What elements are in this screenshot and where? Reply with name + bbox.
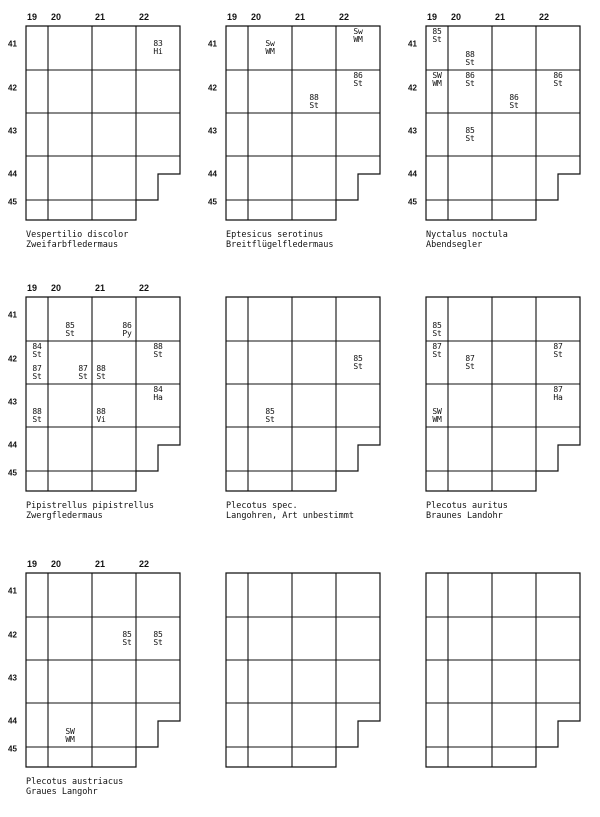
row-label-41: 41 <box>408 39 417 49</box>
record-observer: Py <box>122 329 132 338</box>
row-label-43: 43 <box>208 126 217 135</box>
row-label-44: 44 <box>8 716 17 726</box>
map-panel-pipistrellus-pipistrellus <box>8 283 180 541</box>
row-label-43: 43 <box>8 397 17 406</box>
record-year: 85 <box>432 27 442 36</box>
row-label-45: 45 <box>408 197 417 207</box>
record-marker <box>461 72 479 88</box>
record-year: 85 <box>65 321 75 330</box>
column-label-20: 20 <box>50 12 62 22</box>
record-year: Sw <box>265 39 275 48</box>
record-year: 88 <box>465 50 475 59</box>
record-observer: Vi <box>96 415 106 424</box>
map-outline <box>26 573 180 767</box>
row-label-43: 43 <box>8 126 17 135</box>
row-label-41: 41 <box>8 586 17 596</box>
species-caption <box>426 230 508 250</box>
record-marker <box>92 365 110 381</box>
record-marker <box>305 94 323 110</box>
record-observer: St <box>432 329 442 338</box>
record-year: 86 <box>465 71 475 80</box>
record-observer: St <box>465 58 475 67</box>
record-year: SW <box>432 407 442 416</box>
row-label-41: 41 <box>8 310 17 320</box>
record-observer: St <box>553 79 563 88</box>
record-observer: Ha <box>153 393 163 402</box>
column-label-19: 19 <box>226 12 238 22</box>
record-observer: St <box>465 361 475 371</box>
record-year: 83 <box>153 39 163 48</box>
record-observer: WM <box>65 735 75 744</box>
record-year: 85 <box>465 125 475 135</box>
row-label-44: 44 <box>8 169 17 179</box>
row-label-44: 44 <box>208 169 217 179</box>
map-outline <box>226 26 380 220</box>
column-label-20: 20 <box>50 283 62 293</box>
record-marker <box>428 28 446 44</box>
record-year: 85 <box>432 321 442 330</box>
record-observer: Ha <box>553 393 563 402</box>
species-german-name: Braunes Landohr <box>426 511 503 521</box>
species-latin-name: Pipistrellus pipistrellus <box>26 501 154 511</box>
record-marker <box>118 631 136 647</box>
record-marker <box>505 94 523 110</box>
species-latin-name: Vespertilio discolor <box>26 230 129 240</box>
record-marker <box>149 343 167 359</box>
species-latin-name: Eptesicus serotinus <box>226 230 324 240</box>
record-observer: St <box>78 372 88 381</box>
column-label-19: 19 <box>26 12 38 22</box>
row-label-42: 42 <box>408 83 417 92</box>
record-marker <box>549 343 567 359</box>
species-caption <box>26 777 123 797</box>
grid-map <box>426 26 582 222</box>
grid-map <box>426 573 582 769</box>
record-year: 87 <box>553 385 563 394</box>
record-marker <box>349 72 367 88</box>
row-label-44: 44 <box>408 169 417 179</box>
record-observer: St <box>509 101 519 110</box>
column-label-21: 21 <box>94 559 106 569</box>
record-observer: St <box>432 350 442 359</box>
species-german-name: Zweifarbfledermaus <box>26 240 119 250</box>
column-label-19: 19 <box>26 559 38 569</box>
record-observer: St <box>122 637 132 647</box>
column-label-21: 21 <box>294 12 306 22</box>
record-marker <box>428 343 446 359</box>
row-label-42: 42 <box>8 83 17 92</box>
record-year: 88 <box>96 407 106 416</box>
column-label-22: 22 <box>138 12 150 22</box>
record-marker <box>149 40 167 56</box>
record-observer: St <box>353 361 363 371</box>
record-year: 87 <box>432 342 442 351</box>
record-marker <box>149 386 167 402</box>
species-german-name: Langohren, Art unbestimmt <box>226 511 354 521</box>
row-label-45: 45 <box>8 468 17 478</box>
record-marker <box>28 365 46 381</box>
record-year: 87 <box>32 364 42 373</box>
map-panel-plecotus-spec <box>226 297 380 541</box>
record-marker <box>428 72 446 88</box>
record-marker <box>461 127 479 143</box>
record-marker <box>61 728 79 744</box>
row-label-43: 43 <box>408 126 417 135</box>
record-marker <box>28 343 46 359</box>
column-label-22: 22 <box>138 559 150 569</box>
record-year: 86 <box>122 321 132 330</box>
row-label-45: 45 <box>8 744 17 754</box>
row-label-43: 43 <box>8 673 17 682</box>
record-year: 85 <box>265 407 275 416</box>
record-marker <box>61 322 79 338</box>
grid-map <box>226 573 382 769</box>
record-observer: St <box>153 637 163 647</box>
species-caption <box>426 501 508 521</box>
record-observer: St <box>432 35 442 44</box>
record-year: SW <box>432 71 442 80</box>
record-year: Sw <box>353 27 363 36</box>
column-label-19: 19 <box>26 283 38 293</box>
species-caption <box>226 230 333 250</box>
record-year: 88 <box>153 342 163 351</box>
species-latin-name: Plecotus auritus <box>426 501 508 511</box>
species-german-name: Zwergfledermaus <box>26 511 103 521</box>
record-year: 85 <box>122 629 132 639</box>
record-marker <box>549 386 567 402</box>
species-latin-name: Plecotus spec. <box>226 501 298 511</box>
map-panel-vespertilio-discolor <box>8 12 180 270</box>
row-label-45: 45 <box>208 197 217 207</box>
record-marker <box>549 72 567 88</box>
record-observer: St <box>309 101 319 110</box>
species-german-name: Abendsegler <box>426 240 483 250</box>
column-label-20: 20 <box>50 559 62 569</box>
map-panel-plecotus-austriacus <box>8 559 180 817</box>
map-outline <box>426 26 580 220</box>
column-label-21: 21 <box>94 12 106 22</box>
row-label-42: 42 <box>8 354 17 363</box>
map-panel-empty-map-1 <box>226 573 380 817</box>
row-label-45: 45 <box>8 197 17 207</box>
map-panel-empty-map-2 <box>426 573 580 817</box>
record-marker <box>349 28 367 44</box>
record-year: 86 <box>353 71 363 80</box>
record-marker <box>428 322 446 338</box>
record-year: 87 <box>465 353 475 363</box>
record-marker <box>92 408 110 424</box>
record-year: 84 <box>153 385 163 394</box>
row-label-42: 42 <box>8 630 17 639</box>
row-label-41: 41 <box>208 39 217 49</box>
grid-map <box>226 26 382 222</box>
column-label-20: 20 <box>250 12 262 22</box>
column-label-22: 22 <box>538 12 550 22</box>
species-caption <box>226 501 354 521</box>
species-latin-name: Plecotus austriacus <box>26 777 124 787</box>
record-year: 86 <box>509 93 519 102</box>
record-year: 86 <box>553 71 563 80</box>
column-label-19: 19 <box>426 12 438 22</box>
map-outline <box>226 297 380 491</box>
map-panel-eptesicus-serotinus <box>208 12 380 270</box>
column-label-22: 22 <box>338 12 350 22</box>
grid-map <box>26 573 182 769</box>
record-marker <box>461 355 479 371</box>
row-label-44: 44 <box>8 440 17 450</box>
species-german-name: Breitflügelfledermaus <box>226 240 334 250</box>
record-year: SW <box>65 727 75 736</box>
record-observer: St <box>553 350 563 359</box>
record-marker <box>461 51 479 67</box>
record-observer: St <box>465 79 475 88</box>
column-label-21: 21 <box>94 283 106 293</box>
record-marker <box>28 408 46 424</box>
record-observer: St <box>32 350 42 359</box>
species-caption <box>26 501 154 521</box>
record-year: 85 <box>353 353 363 363</box>
record-observer: St <box>153 350 163 359</box>
grid-map <box>226 297 382 493</box>
record-observer: St <box>265 415 275 424</box>
map-panel-plecotus-auritus <box>426 297 580 541</box>
map-panel-nyctalus-noctula <box>408 12 580 270</box>
record-marker <box>149 631 167 647</box>
record-marker <box>349 355 367 371</box>
record-observer: St <box>353 79 363 88</box>
record-year: 88 <box>309 93 319 102</box>
record-observer: St <box>465 133 475 143</box>
record-year: 85 <box>153 629 163 639</box>
record-observer: Hi <box>153 47 163 56</box>
record-observer: WM <box>432 415 442 424</box>
record-marker <box>261 40 279 56</box>
column-label-21: 21 <box>494 12 506 22</box>
record-year: 87 <box>553 342 563 351</box>
record-marker <box>74 365 92 381</box>
record-observer: WM <box>432 79 442 88</box>
species-caption <box>26 230 128 250</box>
column-label-20: 20 <box>450 12 462 22</box>
species-german-name: Graues Langohr <box>26 787 98 797</box>
species-latin-name: Nyctalus noctula <box>426 230 508 240</box>
record-year: 87 <box>78 364 88 373</box>
map-outline <box>226 573 380 767</box>
record-observer: WM <box>353 35 363 44</box>
record-observer: WM <box>265 47 275 56</box>
record-year: 88 <box>96 364 106 373</box>
record-observer: St <box>96 372 106 381</box>
column-label-22: 22 <box>138 283 150 293</box>
record-year: 84 <box>32 342 42 351</box>
record-observer: St <box>32 415 42 424</box>
record-observer: St <box>65 329 75 338</box>
row-label-41: 41 <box>8 39 17 49</box>
record-observer: St <box>32 372 42 381</box>
record-marker <box>428 408 446 424</box>
map-outline <box>426 573 580 767</box>
record-marker <box>261 408 279 424</box>
row-label-42: 42 <box>208 83 217 92</box>
record-marker <box>118 322 136 338</box>
record-year: 88 <box>32 407 42 416</box>
